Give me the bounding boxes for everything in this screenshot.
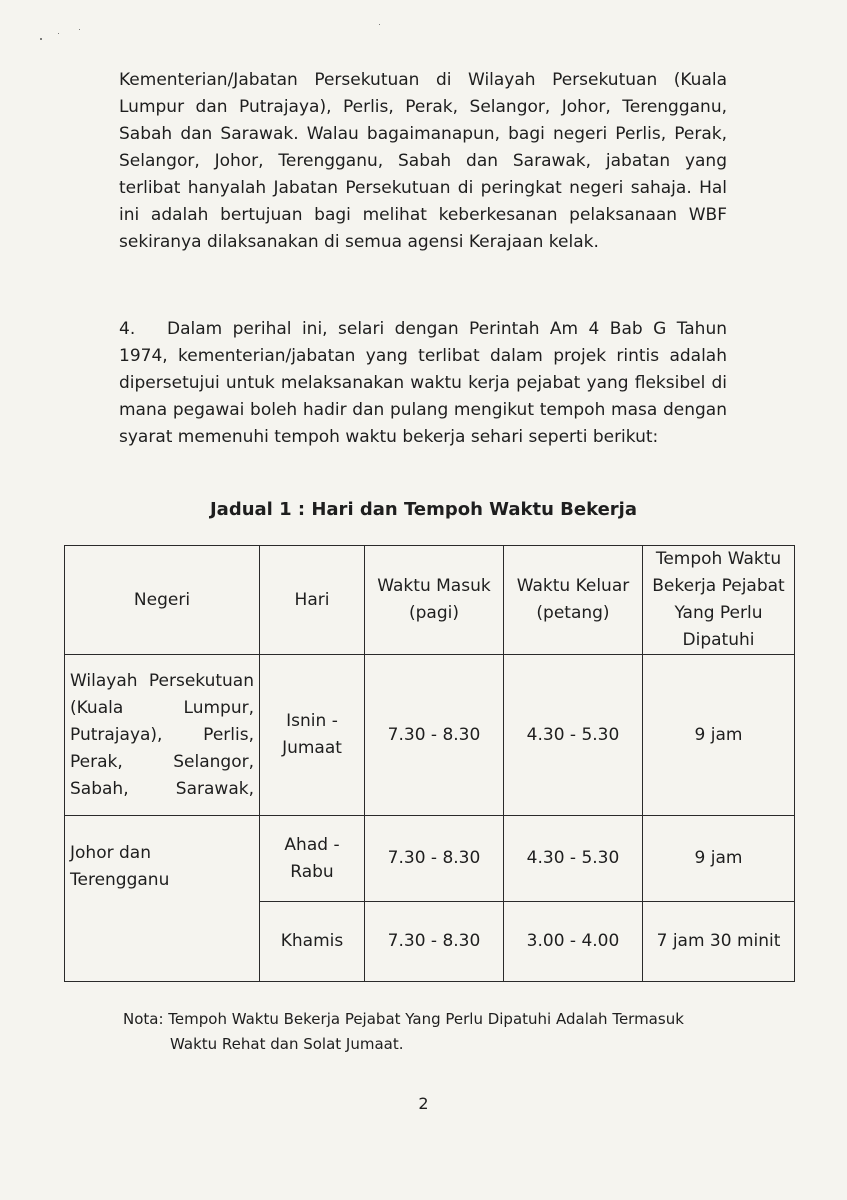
header-hari: Hari bbox=[260, 546, 365, 655]
header-waktu-keluar: Waktu Keluar (petang) bbox=[504, 546, 643, 655]
scan-speck bbox=[58, 33, 59, 34]
scan-speck bbox=[79, 29, 80, 30]
cell-negeri: Wilayah Persekutuan (Kuala Lumpur, Putrajaya), Perlis, Perak, Selangor, Sabah, Sarawak, bbox=[65, 655, 260, 816]
cell-tempoh: 9 jam bbox=[643, 655, 795, 816]
cell-hari: Ahad - Rabu bbox=[260, 816, 365, 902]
cell-waktu-masuk: 7.30 - 8.30 bbox=[365, 816, 504, 902]
scan-speck bbox=[40, 38, 42, 40]
header-waktu-masuk: Waktu Masuk (pagi) bbox=[365, 546, 504, 655]
paragraph-4-text: Dalam perihal ini, selari dengan Perintah Am 4 Bab G Tahun 1974, kementerian/jabatan yang terlibat dalam projek rintis adalah dipersetujui untuk melaksanakan waktu kerja pejabat yang fleksibel di mana pegawai boleh hadir dan pulang mengikut tempoh masa dengan syarat memenuhi tempoh waktu bekerja sehari seperti berikut: bbox=[119, 319, 727, 447]
cell-waktu-keluar: 3.00 - 4.00 bbox=[504, 902, 643, 982]
table-header-row bbox=[65, 546, 795, 655]
working-hours-table bbox=[64, 545, 795, 982]
cell-tempoh: 9 jam bbox=[643, 816, 795, 902]
scan-speck bbox=[379, 24, 380, 25]
cell-hari: Isnin - Jumaat bbox=[260, 655, 365, 816]
header-negeri: Negeri bbox=[65, 546, 260, 655]
table-row bbox=[65, 816, 795, 902]
cell-tempoh: 7 jam 30 minit bbox=[643, 902, 795, 982]
page-number: 2 bbox=[418, 1094, 429, 1113]
paragraph-4 bbox=[119, 316, 727, 451]
table-title: Jadual 1 : Hari dan Tempoh Waktu Bekerja bbox=[209, 499, 638, 520]
note-line-2: Waktu Rehat dan Solat Jumaat. bbox=[170, 1035, 404, 1053]
paragraph-number: 4. bbox=[119, 319, 136, 339]
cell-waktu-masuk: 7.30 - 8.30 bbox=[365, 902, 504, 982]
cell-negeri: Johor dan Terengganu bbox=[65, 816, 260, 982]
table-note bbox=[123, 1007, 684, 1057]
paragraph-continued: Kementerian/Jabatan Persekutuan di Wilayah Persekutuan (Kuala Lumpur dan Putrajaya), Perlis, Perak, Selangor, Johor, Terengganu, Sabah dan Sarawak. Walau bagaimanapun, bagi negeri Perlis, Perak, Selangor, Johor, Terengganu, Sabah dan Sarawak, jabatan yang terlibat hanyalah Jabatan Persekutuan di peringkat negeri sahaja. Hal ini adalah bertujuan bagi melihat keberkesanan pelaksanaan WBF sekiranya dilaksanakan di semua agensi Kerajaan kelak. bbox=[119, 70, 727, 252]
note-line-1: Nota: Tempoh Waktu Bekerja Pejabat Yang Perlu Dipatuhi Adalah Termasuk bbox=[123, 1010, 684, 1028]
header-tempoh: Tempoh Waktu Bekerja Pejabat Yang Perlu Dipatuhi bbox=[643, 546, 795, 655]
cell-waktu-keluar: 4.30 - 5.30 bbox=[504, 655, 643, 816]
cell-waktu-masuk: 7.30 - 8.30 bbox=[365, 655, 504, 816]
cell-hari: Khamis bbox=[260, 902, 365, 982]
cell-waktu-keluar: 4.30 - 5.30 bbox=[504, 816, 643, 902]
table-row bbox=[65, 655, 795, 816]
